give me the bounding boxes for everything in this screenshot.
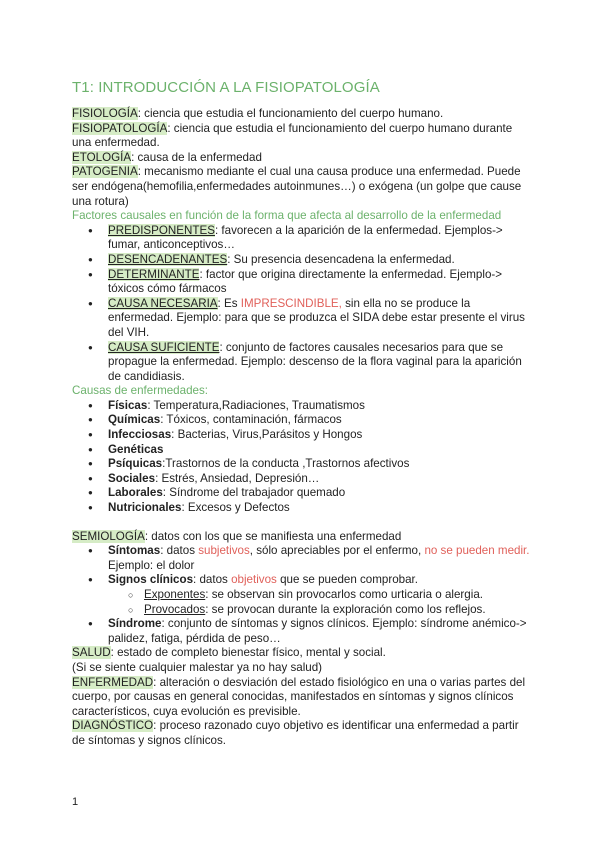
item-text: : Tóxicos, contaminación, fármacos xyxy=(160,413,342,427)
factores-heading: Factores causales en función de la forma que afecta al desarrollo de la enfermedad xyxy=(72,209,502,223)
signos-sublist xyxy=(72,588,532,617)
causa-term: Nutricionales xyxy=(108,501,182,515)
emphasis-red: objetivos xyxy=(231,573,277,587)
item-text: : conjunto de síntomas y signos clínicos. Ejemplo: síndrome anémico-> palidez, fatiga, pérdida de peso… xyxy=(108,617,527,645)
term-sindrome: Síndrome xyxy=(108,617,162,631)
term-sintomas: Síntomas xyxy=(108,544,161,558)
term-diagnostico: DIAGNÓSTICO xyxy=(72,719,154,733)
list-item xyxy=(72,428,532,443)
list-item xyxy=(72,443,532,458)
term-exponentes: Exponentes xyxy=(144,588,206,601)
page-number: 1 xyxy=(72,796,79,808)
list-item xyxy=(72,588,532,603)
item-text: :Trastornos de la conducta ,Trastornos afectivos xyxy=(162,457,410,471)
spacer xyxy=(72,516,532,530)
term-patogenia: PATOGENIA xyxy=(72,165,138,179)
emphasis-red: subjetivos xyxy=(198,544,250,558)
term-determinante: DETERMINANTE xyxy=(108,267,200,281)
causa-term: Físicas xyxy=(108,398,148,412)
list-item xyxy=(72,457,532,472)
item-text: : Estrés, Ansiedad, Depresión… xyxy=(155,471,320,485)
causa-term: Laborales xyxy=(108,486,163,500)
causa-term: Genéticas xyxy=(108,442,164,456)
term-predisponentes: PREDISPONENTES xyxy=(108,223,215,237)
def-patogenia xyxy=(72,165,532,209)
term-etologia: ETOLOGÍA xyxy=(72,150,132,164)
item-text: : Síndrome del trabajador quemado xyxy=(162,486,346,500)
list-item xyxy=(72,617,532,646)
list-item xyxy=(72,297,532,341)
item-text: : Temperatura,Radiaciones, Traumatismos xyxy=(147,398,365,412)
term-causa-necesaria: CAUSA NECESARIA xyxy=(108,296,218,310)
def-text: : ciencia que estudia el funcionamiento del cuerpo humano. xyxy=(137,107,444,120)
page-title: T1: INTRODUCCIÓN A LA FISIOPATOLOGÍA xyxy=(72,79,380,96)
list-item xyxy=(72,544,532,573)
item-text: : Es xyxy=(217,296,241,310)
emphasis-red: IMPRESCINDIBLE, xyxy=(240,296,342,310)
def-salud xyxy=(72,646,532,661)
item-text: : favorecen a la aparición de la enfermedad. Ejemplos-> fumar, anticonceptivos… xyxy=(108,223,503,252)
salud-note: (Si se siente cualquier malestar ya no hay salud) xyxy=(72,660,323,674)
item-text: : datos xyxy=(160,544,199,558)
item-text: : datos xyxy=(193,573,232,587)
causa-term: Químicas xyxy=(108,413,161,427)
list-item xyxy=(72,573,532,588)
def-semiologia xyxy=(72,530,532,545)
def-text: : alteración o desviación del estado fisiológico en una o varias partes del cuerpo, por causas en general conocidas, manifestados en síntomas y signos clínicos característicos, cuya evolución es previsible. xyxy=(72,675,526,718)
list-item xyxy=(72,224,532,253)
item-text: : factor que origina directamente la enfermedad. Ejemplo-> tóxicos cómo fármacos xyxy=(108,267,503,296)
def-text: : ciencia que estudia el funcionamiento del cuerpo humano durante una enfermedad. xyxy=(72,121,513,150)
list-item xyxy=(72,486,532,501)
emphasis-red: no se pueden medir. xyxy=(424,544,530,558)
item-text: : conjunto de factores causales necesarios para que se propague la enfermedad. Ejemplo: descenso de la flora vaginal para la aparición de candidiasis. xyxy=(108,340,522,383)
def-text: : causa de la enfermedad xyxy=(131,150,262,164)
causa-term: Infecciosas xyxy=(108,428,172,442)
item-text: : Bacterias, Virus,Parásitos y Hongos xyxy=(171,428,363,442)
def-text: : datos con los que se manifiesta una enfermedad xyxy=(144,529,402,543)
def-fisiopatologia xyxy=(72,122,532,151)
item-text: : se observan sin provocarlos como urticaria o alergia. xyxy=(205,588,483,601)
def-text: : proceso razonado cuyo objetivo es identificar una enfermedad a partir de síntomas y signos clínicos. xyxy=(72,719,519,747)
list-item xyxy=(72,413,532,428)
list-item xyxy=(72,399,532,414)
item-text: : Su presencia desencadena la enfermedad. xyxy=(227,252,455,266)
term-causa-suficiente: CAUSA SUFICIENTE xyxy=(108,340,220,354)
causas-list xyxy=(72,399,532,516)
term-semiologia: SEMIOLOGÍA xyxy=(72,529,145,543)
list-item xyxy=(72,253,532,268)
term-fisiopatologia: FISIOPATOLOGÍA xyxy=(72,121,168,135)
term-salud: SALUD xyxy=(72,646,111,660)
item-text: que se pueden comprobar. xyxy=(276,573,419,587)
term-fisiologia: FISIOLOGÍA xyxy=(72,107,138,120)
def-diagnostico xyxy=(72,719,532,748)
def-text: : mecanismo mediante el cual una causa produce una enfermedad. Puede ser endógena(hemofilia,enfermedades autoinmunes…) o exógena (un golpe que cause una rotura) xyxy=(72,165,522,208)
item-text: : se provocan durante la exploración como los reflejos. xyxy=(205,602,486,616)
item-text: sin ella no se produce la enfermedad. Ejemplo: para que se produzca el SIDA debe estar presente el virus del VIH. xyxy=(108,296,525,339)
def-text: : estado de completo bienestar físico, mental y social. xyxy=(110,646,386,660)
item-text: , sólo apreciables por el enfermo, xyxy=(249,544,425,558)
causa-term: Psíquicas xyxy=(108,457,163,471)
term-signos: Signos clínicos xyxy=(108,573,194,587)
sindrome-list xyxy=(72,617,532,646)
factores-list xyxy=(72,224,532,385)
semiologia-list xyxy=(72,544,532,588)
list-item xyxy=(72,603,532,618)
term-provocados: Provocados xyxy=(144,602,206,616)
list-item xyxy=(72,472,532,487)
item-text: Ejemplo: el dolor xyxy=(108,558,195,572)
list-item xyxy=(72,268,532,297)
item-text: : Excesos y Defectos xyxy=(181,501,290,515)
causa-term: Sociales xyxy=(108,471,156,485)
document-body xyxy=(72,107,532,749)
term-enfermedad: ENFERMEDAD xyxy=(72,675,154,689)
causas-heading: Causas de enfermedades: xyxy=(72,384,208,398)
term-desencadenantes: DESENCADENANTES xyxy=(108,252,228,266)
list-item xyxy=(72,341,532,385)
def-enfermedad xyxy=(72,676,532,720)
def-etologia xyxy=(72,151,532,166)
list-item xyxy=(72,501,532,516)
def-fisiologia xyxy=(72,107,532,122)
